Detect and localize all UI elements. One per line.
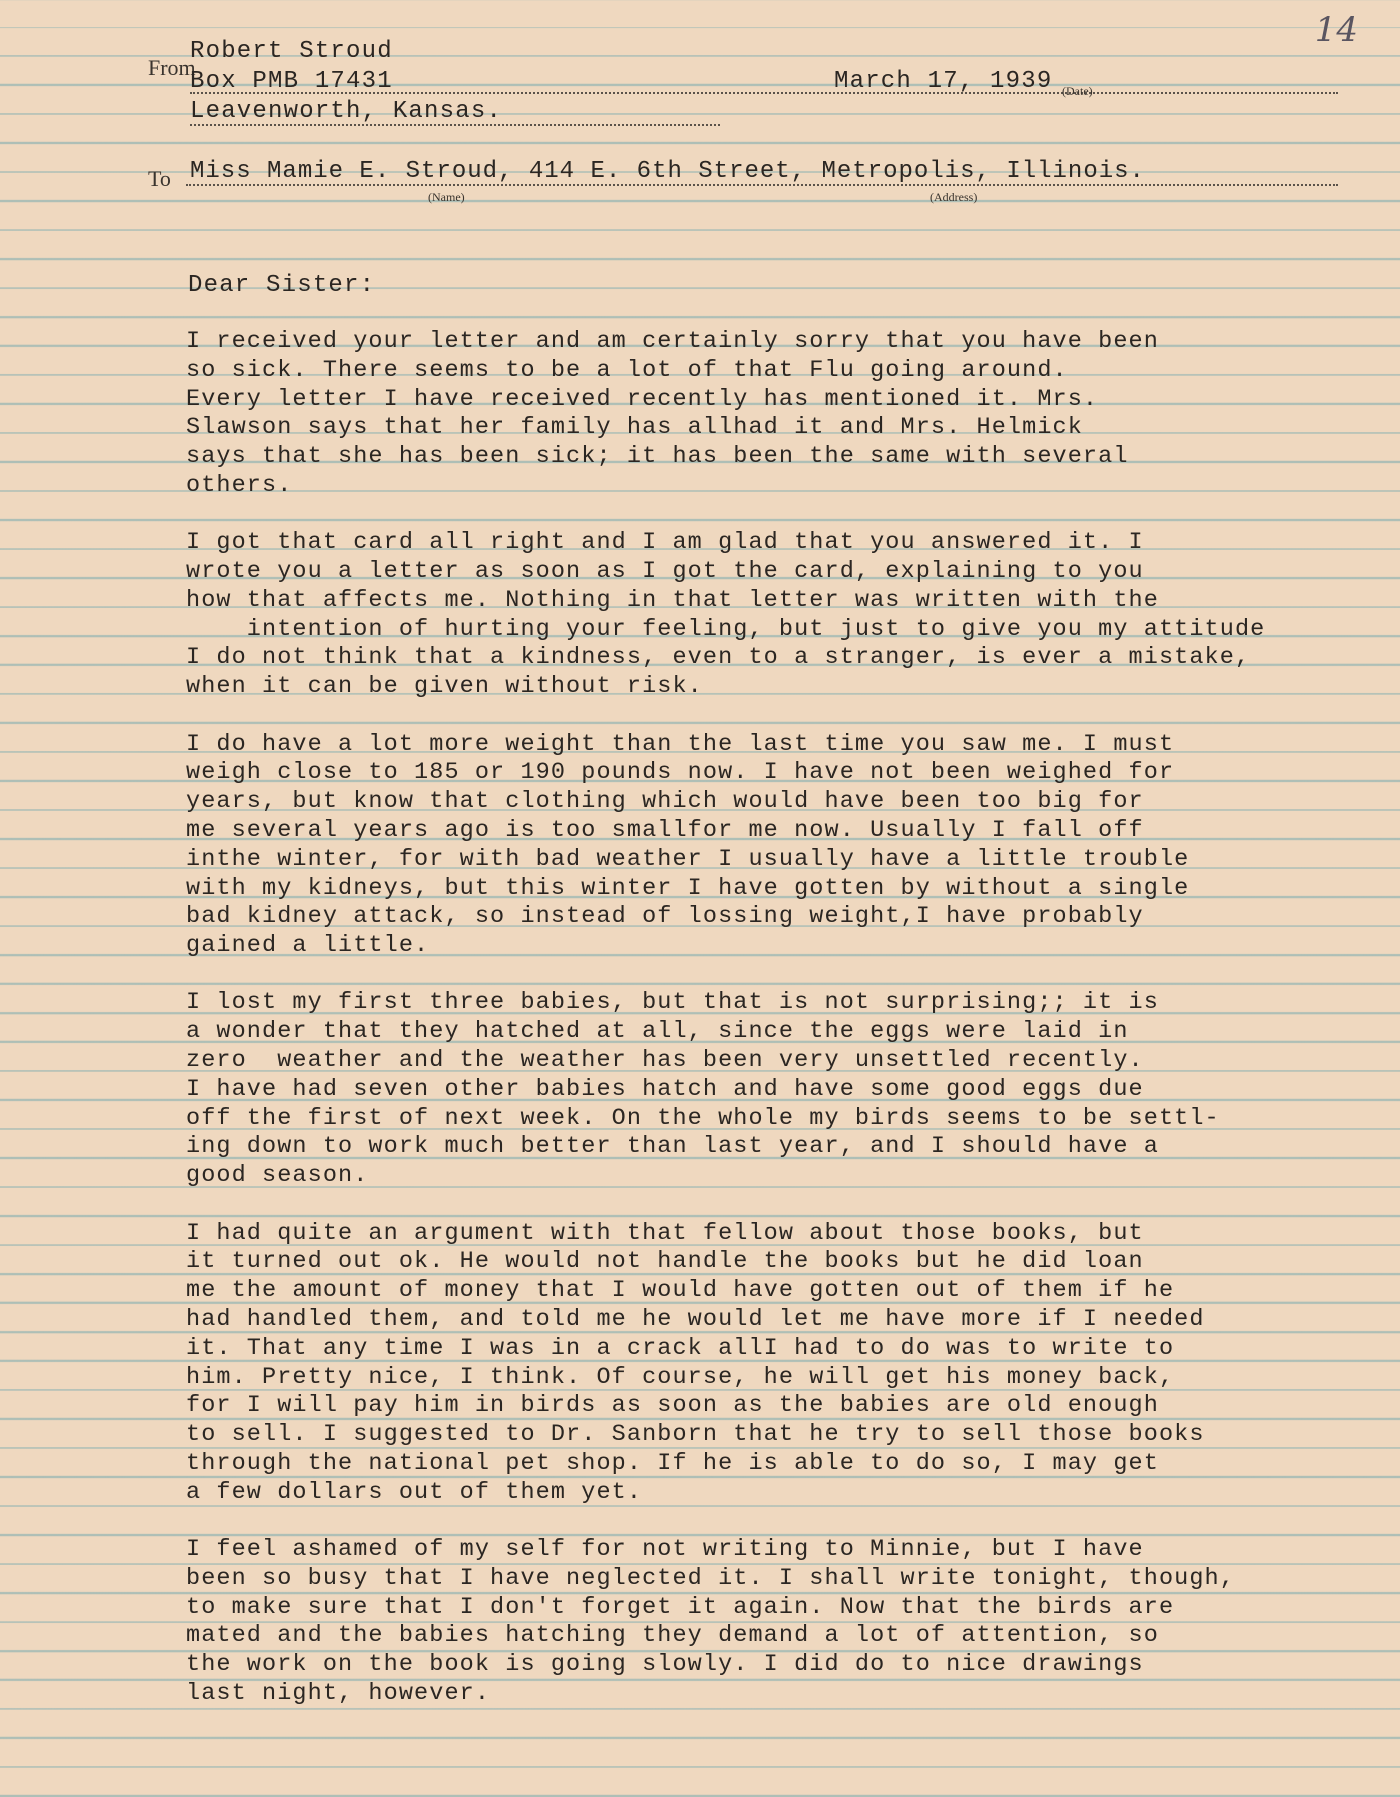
paragraph-4 [186, 989, 1376, 1191]
paragraph-line: bad kidney attack, so instead of lossing weight,I have probably [186, 903, 1144, 931]
from-rule [190, 92, 1338, 94]
paragraph-line: been so busy that I have neglected it. I shall write tonight, though, [186, 1564, 1235, 1592]
sender-name: Robert Stroud [190, 38, 393, 65]
paragraph-line: others. [186, 471, 293, 499]
paragraph-line: how that affects me. Nothing in that letter was written with the [186, 586, 1159, 614]
paragraph-line: so sick. There seems to be a lot of that Flu going around. [186, 356, 1068, 384]
paragraph-line: wrote you a letter as soon as I got the card, explaining to you [186, 558, 1144, 586]
paragraph-line: when it can be given without risk. [186, 673, 703, 701]
paragraph-line: me the amount of money that I would have gotten out of them if he [186, 1277, 1175, 1305]
letter-date: March 17, 1939 [834, 68, 1053, 95]
date-label: (Date) [1062, 84, 1093, 98]
paragraph-line: him. Pretty nice, I think. Of course, he will get his money back, [186, 1363, 1175, 1391]
paragraph-line: the work on the book is going slowly. I did do to nice drawings [186, 1651, 1144, 1679]
paragraph-line: ing down to work much better than last year, and I should have a [186, 1133, 1159, 1161]
salutation: Dear Sister: [188, 272, 376, 299]
paragraph-line: for I will pay him in birds as soon as the babies are old enough [186, 1392, 1159, 1420]
paragraph-1 [186, 328, 1376, 501]
paragraph-line: weigh close to 185 or 190 pounds now. I have not been weighed for [186, 759, 1175, 787]
paragraph-line: intention of hurting your feeling, but just to give you my attitude [186, 615, 1266, 643]
paragraph-line: I have had seven other babies hatch and have some good eggs due [186, 1075, 1144, 1103]
paragraph-2 [186, 529, 1376, 702]
paragraph-line: Slawson says that her family has allhad it and Mrs. Helmick [186, 414, 1083, 442]
name-label: (Name) [428, 190, 465, 204]
paragraph-line: years, but know that clothing which would have been too big for [186, 788, 1144, 816]
paragraph-line: through the national pet shop. If he is able to do so, I may get [186, 1449, 1159, 1477]
paragraph-line: inthe winter, for with bad weather I usually have a little trouble [186, 845, 1190, 873]
paragraph-line: a wonder that they hatched at all, since the eggs were laid in [186, 1018, 1129, 1046]
paragraph-line: I had quite an argument with that fellow about those books, but [186, 1219, 1144, 1247]
paragraph-line: I got that card all right and I am glad that you answered it. I [186, 529, 1144, 557]
paragraph-line: zero weather and the weather has been very unsettled recently. [186, 1047, 1144, 1075]
paragraph-3 [186, 731, 1376, 961]
paragraph-line: says that she has been sick; it has been the same with several [186, 443, 1129, 471]
city-rule [190, 124, 720, 126]
paragraph-line: gained a little. [186, 932, 430, 960]
paragraph-line: to make sure that I don't forget it again. Now that the birds are [186, 1593, 1175, 1621]
sender-box: Box PMB 17431 [190, 68, 393, 95]
paragraph-6 [186, 1536, 1376, 1709]
paragraph-line: I do not think that a kindness, even to a stranger, is ever a mistake, [186, 644, 1251, 672]
page-number: 14 [1314, 10, 1358, 50]
paragraph-line: to sell. I suggested to Dr. Sanborn that he try to sell those books [186, 1421, 1205, 1449]
paragraph-line: had handled them, and told me he would let me have more if I needed [186, 1305, 1205, 1333]
recipient-line: Miss Mamie E. Stroud, 414 E. 6th Street, Metropolis, Illinois. [190, 158, 1145, 185]
from-label: From [148, 55, 196, 80]
paragraph-line: it turned out ok. He would not handle the books but he did loan [186, 1248, 1144, 1276]
paragraph-line: with my kidneys, but this winter I have gotten by without a single [186, 874, 1190, 902]
paragraph-line: Every letter I have received recently has mentioned it. Mrs. [186, 385, 1099, 413]
letter-body [186, 328, 1376, 1737]
paragraph-line: it. That any time I was in a crack allI had to do was to write to [186, 1334, 1175, 1362]
recipient-rule [186, 184, 1338, 186]
paragraph-line: last night, however. [186, 1679, 491, 1707]
paragraph-line: mated and the babies hatching they demand a lot of attention, so [186, 1622, 1159, 1650]
paragraph-line: I lost my first three babies, but that is not surprising;; it is [186, 989, 1159, 1017]
address-label: (Address) [930, 190, 978, 204]
paragraph-line: I received your letter and am certainly sorry that you have been [186, 328, 1159, 355]
to-label: To [148, 166, 171, 191]
paragraph-line: good season. [186, 1162, 369, 1190]
paragraph-line: a few dollars out of them yet. [186, 1478, 643, 1506]
paragraph-line: off the first of next week. On the whole my birds seems to be settl- [186, 1104, 1220, 1132]
paragraph-5 [186, 1220, 1376, 1508]
paragraph-line: I do have a lot more weight than the last time you saw me. I must [186, 730, 1175, 758]
paragraph-line: me several years ago is too smallfor me now. Usually I fall off [186, 816, 1144, 844]
sender-city: Leavenworth, Kansas. [190, 98, 503, 125]
paragraph-line: I feel ashamed of my self for not writing to Minnie, but I have [186, 1535, 1144, 1563]
